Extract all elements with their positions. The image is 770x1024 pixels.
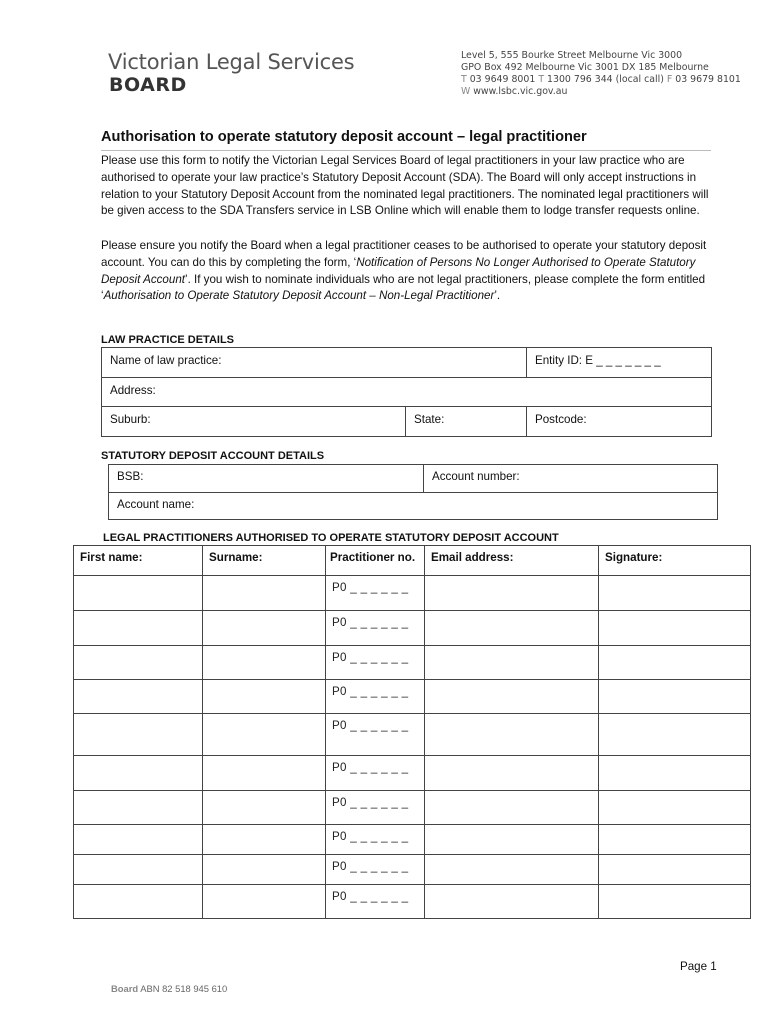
email-cell[interactable] — [425, 885, 599, 919]
entity-id-field[interactable] — [526, 348, 711, 377]
practitioner-no-prefix: P0 _ _ _ _ _ _ — [332, 616, 409, 629]
address-label: Address: — [110, 384, 156, 397]
suburb-field[interactable] — [102, 407, 405, 436]
first-name-cell[interactable] — [74, 855, 203, 885]
practitioner-no-prefix: P0 _ _ _ _ _ _ — [332, 830, 409, 843]
col-first-name: First name: — [74, 546, 203, 576]
practitioners-header-row — [74, 546, 751, 576]
email-cell[interactable] — [425, 756, 599, 791]
phone-number: 03 9649 8001 — [469, 74, 536, 85]
table-row — [74, 611, 751, 646]
practitioner-no-prefix: P0 _ _ _ _ _ _ — [332, 860, 409, 873]
email-cell[interactable] — [425, 611, 599, 646]
surname-cell[interactable] — [203, 756, 326, 791]
practitioner-no-cell[interactable] — [326, 646, 425, 680]
intro-p2-a: Please ensure you notify the Board when a legal practitioner ceases to be authorised to operate your statutory deposit account. You can do this by completing the form, ‘ — [101, 239, 707, 269]
practitioner-no-cell[interactable] — [326, 576, 425, 611]
bsb-label: BSB: — [117, 470, 144, 483]
address-line1: Level 5, 555 Bourke Street Melbourne Vic 3000 — [461, 50, 683, 61]
state-field[interactable] — [405, 407, 526, 436]
signature-cell[interactable] — [599, 714, 751, 756]
abn-footer — [111, 983, 227, 994]
surname-cell[interactable] — [203, 791, 326, 825]
signature-cell[interactable] — [599, 756, 751, 791]
practitioner-no-cell[interactable] — [326, 680, 425, 714]
account-name-field[interactable] — [109, 493, 717, 519]
postcode-field[interactable] — [526, 407, 711, 436]
entity-id-label: Entity ID: E _ _ _ _ _ _ _ — [535, 354, 661, 367]
bsb-field[interactable] — [109, 465, 423, 492]
surname-cell[interactable] — [203, 825, 326, 855]
law-practice-name-label: Name of law practice: — [110, 354, 222, 367]
email-cell[interactable] — [425, 714, 599, 756]
email-cell[interactable] — [425, 680, 599, 714]
logo-line1: Victorian Legal Services — [108, 50, 355, 74]
state-label: State: — [414, 413, 445, 426]
law-practice-name-field[interactable] — [102, 348, 526, 377]
logo-line2: BOARD — [109, 74, 187, 96]
address-line2: GPO Box 492 Melbourne Vic 3001 DX 185 Melbourne — [461, 62, 709, 73]
phone-label-2: T — [538, 74, 545, 85]
table-row — [74, 756, 751, 791]
practitioners-table — [73, 545, 751, 919]
postcode-label: Postcode: — [535, 413, 587, 426]
law-practice-form — [101, 347, 712, 437]
intro-paragraph-2 — [101, 238, 711, 305]
abn-number: ABN 82 518 945 610 — [140, 983, 228, 994]
table-row — [74, 680, 751, 714]
practitioner-no-cell[interactable] — [326, 791, 425, 825]
practitioner-no-cell[interactable] — [326, 756, 425, 791]
practitioner-no-cell[interactable] — [326, 885, 425, 919]
page-number: Page 1 — [680, 960, 717, 973]
first-name-cell[interactable] — [74, 791, 203, 825]
surname-cell[interactable] — [203, 611, 326, 646]
first-name-cell[interactable] — [74, 576, 203, 611]
intro-paragraph-1: Please use this form to notify the Victorian Legal Services Board of legal practitioners in your law practice who are authorised to operate your law practice’s Statutory Deposit Account (SDA). The Board will only accept instructions in relation to your Statutory Deposit Account from the nominated legal practitioners. The nominated legal practitioners will be given access to the SDA Transfers service in LSB Online which will enable them to lodge transfer requests online. — [101, 154, 709, 218]
email-cell[interactable] — [425, 646, 599, 680]
practitioner-no-cell[interactable] — [326, 855, 425, 885]
table-row — [74, 791, 751, 825]
intro-p2-b: ’. If you wish to nominate individuals who are not legal practitioners, please complete the form entitled ‘ — [101, 272, 706, 303]
first-name-cell[interactable] — [74, 756, 203, 791]
account-number-label: Account number: — [432, 470, 520, 483]
practitioner-no-cell[interactable] — [326, 611, 425, 646]
first-name-cell[interactable] — [74, 646, 203, 680]
table-row — [74, 855, 751, 885]
fax-label: F — [666, 74, 673, 85]
address-field[interactable] — [102, 378, 711, 406]
law-practice-row-2 — [102, 378, 711, 407]
practitioners-heading: LEGAL PRACTITIONERS AUTHORISED TO OPERATE STATUTORY DEPOSIT ACCOUNT — [103, 532, 559, 544]
contact-address — [461, 50, 741, 98]
intro-p2-form-name-2: Authorisation to Operate Statutory Deposit Account – Non-Legal Practitioner — [103, 289, 495, 303]
table-row — [74, 825, 751, 855]
signature-cell[interactable] — [599, 791, 751, 825]
surname-cell[interactable] — [203, 885, 326, 919]
first-name-cell[interactable] — [74, 714, 203, 756]
surname-cell[interactable] — [203, 576, 326, 611]
signature-cell[interactable] — [599, 646, 751, 680]
surname-cell[interactable] — [203, 714, 326, 756]
signature-cell[interactable] — [599, 680, 751, 714]
sda-row-2 — [109, 493, 717, 520]
first-name-cell[interactable] — [74, 611, 203, 646]
web-line — [461, 86, 741, 98]
col-practitioner-no: Practitioner no. — [326, 546, 425, 576]
sda-row-1 — [109, 465, 717, 493]
table-row — [74, 714, 751, 756]
surname-cell[interactable] — [203, 680, 326, 714]
practitioner-no-prefix: P0 _ _ _ _ _ _ — [332, 890, 409, 903]
law-practice-row-1 — [102, 348, 711, 378]
abn-board: Board — [111, 983, 139, 994]
first-name-cell[interactable] — [74, 680, 203, 714]
suburb-label: Suburb: — [110, 413, 151, 426]
col-surname: Surname: — [203, 546, 326, 576]
practitioner-no-prefix: P0 _ _ _ _ _ _ — [332, 796, 409, 809]
web-label: W — [461, 86, 471, 97]
surname-cell[interactable] — [203, 646, 326, 680]
signature-cell[interactable] — [599, 576, 751, 611]
practitioner-no-prefix: P0 _ _ _ _ _ _ — [332, 581, 409, 594]
account-name-label: Account name: — [117, 498, 195, 511]
phone-number-2: 1300 796 344 (local call) — [547, 74, 664, 85]
first-name-cell[interactable] — [74, 825, 203, 855]
phone-line — [461, 74, 741, 86]
signature-cell[interactable] — [599, 611, 751, 646]
law-practice-row-3 — [102, 407, 711, 437]
signature-cell[interactable] — [599, 855, 751, 885]
web-address[interactable]: www.lsbc.vic.gov.au — [473, 86, 568, 97]
law-practice-heading: LAW PRACTICE DETAILS — [101, 334, 235, 346]
signature-cell[interactable] — [599, 885, 751, 919]
surname-cell[interactable] — [203, 855, 326, 885]
col-signature: Signature: — [599, 546, 751, 576]
title-divider — [101, 150, 711, 151]
practitioner-no-cell[interactable] — [326, 825, 425, 855]
email-cell[interactable] — [425, 825, 599, 855]
fax-number: 03 9679 8101 — [675, 74, 741, 85]
sda-heading: STATUTORY DEPOSIT ACCOUNT DETAILS — [101, 450, 325, 462]
page-title: Authorisation to operate statutory deposit account – legal practitioner — [101, 129, 587, 145]
intro-p2-form-name-1: Notification of Persons No Longer Authorised to Operate Statutory Deposit Account — [101, 255, 696, 286]
intro-p2-c: ’. — [494, 289, 501, 303]
account-number-field[interactable] — [423, 465, 717, 492]
practitioner-no-prefix: P0 _ _ _ _ _ _ — [332, 685, 409, 698]
col-email: Email address: — [425, 546, 599, 576]
practitioner-no-prefix: P0 _ _ _ _ _ _ — [332, 761, 409, 774]
practitioner-no-cell[interactable] — [326, 714, 425, 756]
table-row — [74, 885, 751, 919]
email-cell[interactable] — [425, 791, 599, 825]
phone-label: T — [461, 74, 467, 85]
table-row — [74, 576, 751, 611]
table-row — [74, 646, 751, 680]
sda-form — [108, 464, 718, 520]
practitioner-no-prefix: P0 _ _ _ _ _ _ — [332, 651, 409, 664]
email-cell[interactable] — [425, 855, 599, 885]
practitioner-no-prefix: P0 _ _ _ _ _ _ — [332, 719, 409, 732]
first-name-cell[interactable] — [74, 885, 203, 919]
signature-cell[interactable] — [599, 825, 751, 855]
email-cell[interactable] — [425, 576, 599, 611]
